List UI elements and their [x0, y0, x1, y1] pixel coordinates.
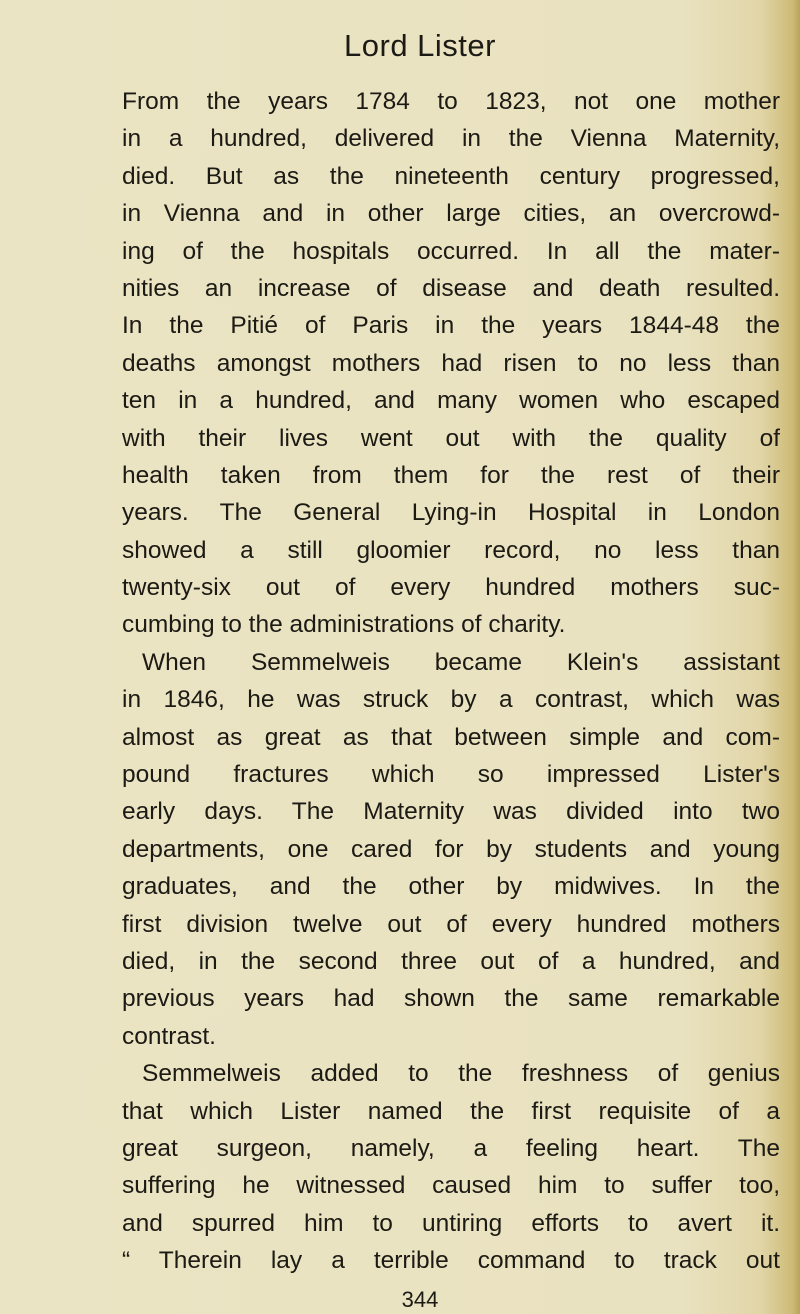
text-line: departments, one cared for by students and young [122, 835, 780, 863]
text-line: in a hundred, delivered in the Vienna Maternity, [122, 125, 780, 153]
text-line: twenty-six out of every hundred mothers suc- [122, 574, 780, 602]
running-header-title: Lord Lister [344, 28, 496, 63]
text-line: previous years had shown the same remarkable [122, 985, 780, 1013]
text-line: contrast. [122, 1022, 216, 1050]
text-line: cumbing to the administrations of charity. [122, 611, 566, 639]
text-line: From the years 1784 to 1823, not one mother [122, 88, 780, 115]
text-line: almost as great as that between simple and com- [122, 723, 780, 751]
text-line: that which Lister named the first requisite of a [122, 1097, 780, 1125]
body-text [122, 83, 780, 1280]
text-line: nities an increase of disease and death resulted. [122, 274, 780, 302]
text-line: ten in a hundred, and many women who escaped [122, 387, 780, 415]
text-line: “ Therein lay a terrible command to track out [122, 1247, 780, 1275]
text-line: early days. The Maternity was divided into two [122, 798, 780, 826]
text-line: showed a still gloomier record, no less than [122, 536, 780, 564]
page-number: 344 [401, 1287, 439, 1312]
text-line: suffering he witnessed caused him to suffer too, [122, 1172, 780, 1200]
text-line: and spurred him to untiring efforts to avert it. [122, 1209, 780, 1237]
text-line: died, in the second three out of a hundred, and [122, 947, 780, 975]
text-line: pound fractures which so impressed Lister's [122, 761, 780, 789]
text-line: graduates, and the other by midwives. In the [122, 873, 780, 901]
text-line: with their lives went out with the quality of [122, 424, 780, 452]
text-line: great surgeon, namely, a feeling heart. The [122, 1134, 780, 1162]
text-line: When Semmelweis became Klein's assistant [142, 648, 780, 676]
text-line: died. But as the nineteenth century progressed, [122, 162, 780, 190]
text-line: in Vienna and in other large cities, an overcrowd- [122, 200, 780, 228]
text-line: first division twelve out of every hundred mothers [122, 910, 780, 938]
text-line: health taken from them for the rest of their [122, 461, 780, 489]
text-line: in 1846, he was struck by a contrast, which was [122, 686, 780, 714]
text-line: deaths amongst mothers had risen to no less than [122, 349, 780, 377]
text-line: years. The General Lying-in Hospital in London [122, 499, 780, 527]
text-line: Semmelweis added to the freshness of genius [142, 1060, 780, 1088]
text-line: ing of the hospitals occurred. In all the mater- [122, 237, 780, 265]
text-line: In the Pitié of Paris in the years 1844-48 the [122, 312, 780, 340]
